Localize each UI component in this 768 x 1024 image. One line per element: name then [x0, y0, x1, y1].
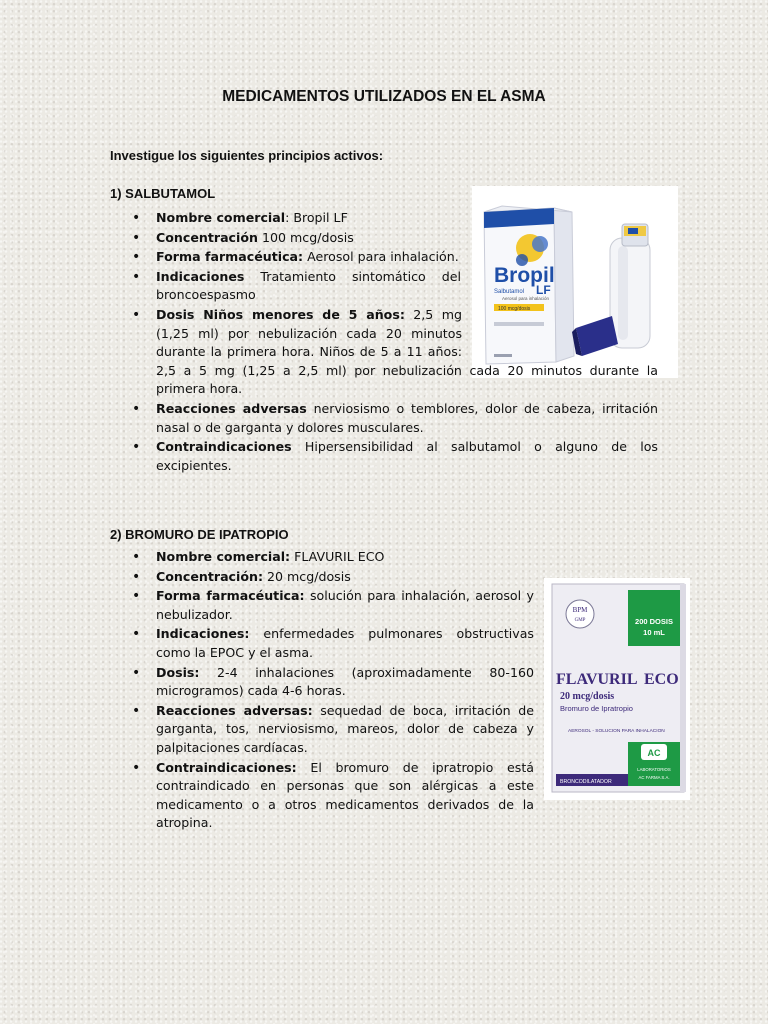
item-text: 2,5 mg (1,25 ml) por nebulización cada 20 minutos durante la primera hora. Niños de 5 a 11 años: 2,5 a 5 mg (1,25 a 2,5 ml) por nebulización cada 20 minutos durante la primera hora. — [156, 306, 658, 397]
list-item — [132, 548, 534, 567]
flavuril-lab-logo: AC — [647, 748, 661, 758]
flavuril-illustration — [544, 578, 690, 800]
item-text: 100 mcg/dosis — [261, 229, 354, 245]
section-heading-salbutamol: 1) SALBUTAMOL — [110, 186, 216, 201]
wrap-spacer — [462, 306, 658, 360]
item-text: 20 mcg/dosis — [267, 568, 351, 584]
item-text: 2-4 inhalaciones (aproximadamente 80-160 microgramos) cada 4-6 horas. — [156, 664, 534, 699]
list-item — [132, 625, 534, 662]
list-item — [132, 268, 461, 305]
list-item — [132, 248, 461, 267]
flavuril-doses-text: 200 DOSIS — [635, 617, 673, 626]
item-label: Reacciones adversas — [156, 400, 307, 416]
page-title: MEDICAMENTOS UTILIZADOS EN EL ASMA — [222, 88, 546, 105]
list-item — [132, 438, 658, 475]
list-item — [132, 759, 534, 833]
item-label: Dosis Niños menores de 5 años: — [156, 306, 405, 322]
item-text: enfermedades pulmonares obstructivas como la EPOC y el asma. — [156, 626, 534, 660]
flavuril-product-image — [544, 578, 690, 800]
item-label: Nombre comercial: — [156, 549, 291, 564]
section-heading-ipratropio: 2) BROMURO DE IPATROPIO — [110, 527, 289, 542]
list-item — [132, 400, 658, 437]
item-label: Indicaciones — [156, 268, 245, 284]
intro-line: Investigue los siguientes principios activos: — [110, 148, 384, 163]
flavuril-badge-sub-text: GMP — [574, 618, 586, 623]
ipratropio-details-list — [132, 548, 534, 834]
item-label: Forma farmacéutica: — [156, 588, 305, 604]
list-item — [132, 587, 534, 624]
item-text: Hipersensibilidad al salbutamol o alguno de los excipientes. — [156, 439, 658, 473]
item-text: nerviosismo o temblores, dolor de cabeza, irritación nasal o de garganta y dolores musculares. — [156, 400, 658, 435]
item-separator — [297, 760, 311, 775]
item-label: Reacciones adversas: — [156, 702, 313, 718]
item-label: Concentración: — [156, 568, 263, 584]
item-label: Forma farmacéutica: — [156, 249, 304, 265]
flavuril-form-text: AEROSOL - SOLUCION PARA INHALACION — [568, 729, 665, 734]
item-label: Dosis: — [156, 664, 200, 680]
item-separator: : — [285, 210, 294, 225]
item-text: Aerosol para inhalación. — [307, 249, 459, 265]
bropil-brand-text: Bropil — [494, 264, 555, 287]
item-text: El bromuro de ipratropio está contraindicado en personas que son alérgicas a este medicamento o a otros medicamentos derivados de la atropina. — [156, 759, 534, 831]
item-label: Indicaciones: — [156, 626, 250, 642]
item-text: Bropil LF — [293, 210, 348, 225]
flavuril-badge-text: BPM — [572, 606, 588, 614]
flavuril-compound-text: Bromuro de Ipratropio — [560, 704, 633, 713]
salbutamol-details-list — [132, 209, 658, 476]
flavuril-brand-text: FLAVURIL — [556, 671, 638, 688]
bropil-sub-text: Salbutamol — [494, 289, 525, 295]
list-item — [132, 664, 534, 701]
item-separator — [249, 626, 263, 641]
bropil-sub2-text: Aerosol para inhalación — [502, 296, 550, 301]
flavuril-volume-text: 10 mL — [643, 628, 665, 637]
flavuril-category-text: BRONCODILATADOR — [560, 779, 612, 785]
flavuril-brand2-text: ECO — [644, 671, 679, 688]
item-text: Tratamiento sintomático del broncoespasmo — [156, 268, 461, 303]
list-item — [132, 702, 534, 758]
bropil-dose-text: 100 mcg/dosis — [498, 306, 531, 312]
item-label: Contraindicaciones — [156, 439, 292, 455]
item-label: Contraindicaciones: — [156, 759, 297, 775]
item-separator — [292, 439, 305, 454]
item-text: FLAVURIL ECO — [294, 549, 385, 564]
flavuril-strength-text: 20 mcg/dosis — [560, 691, 615, 702]
item-separator — [244, 269, 260, 284]
item-text: solución para inhalación, aerosol y nebulizador. — [156, 588, 534, 622]
bropil-suffix-text: LF — [536, 283, 551, 297]
list-item — [132, 209, 461, 228]
flavuril-lab-line2: AC FARMA S.A. — [638, 775, 670, 780]
flavuril-lab-line1: LABORATORIOS — [637, 767, 671, 772]
item-label: Nombre comercial — [156, 210, 286, 225]
list-item — [132, 306, 658, 399]
item-separator — [199, 665, 217, 680]
item-text: sequedad de boca, irritación de garganta, tos, nerviosismo, mareos, dolor de cabeza y palpitaciones cardíacas. — [156, 702, 534, 755]
item-label: Concentración — [156, 229, 258, 245]
item-separator — [307, 401, 314, 416]
list-item — [132, 568, 534, 587]
list-item — [132, 229, 461, 248]
